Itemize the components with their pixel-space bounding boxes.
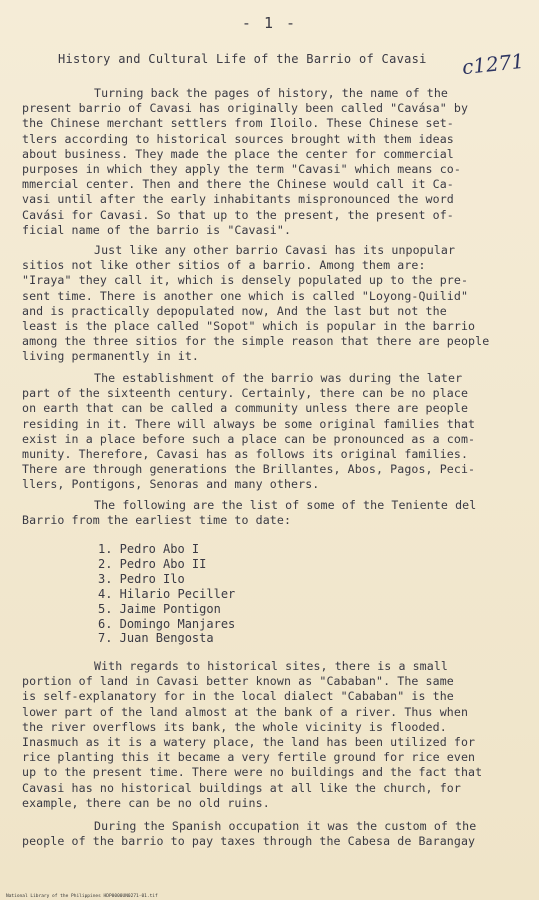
text-line: up to the present time. There were no buildings and the fact that [22,765,483,780]
list-item: 2. Pedro Abo II [98,556,207,571]
text-line: There are through generations the Brillantes, Abos, Pagos, Peci- [22,462,476,477]
document-title: History and Cultural Life of the Barrio of Cavasi [58,52,427,66]
text-line: During the Spanish occupation it was the custom of the [94,819,477,833]
paragraph-establishment [22,371,517,493]
text-line: Just like any other barrio Cavasi has its unpopular [94,243,456,257]
text-line: vasi until after the early inhabitants mispronounced the word [22,192,454,207]
text-line: llers, Pontigons, Senoras and many others. [22,477,320,492]
paragraph-name-origin [22,86,517,238]
text-line: Barrio from the earliest time to date: [22,513,292,528]
text-line: rice planting this it became a very fertile ground for rice even [22,750,476,765]
text-line: portion of land in Cavasi better known as "Cababan". The same [22,674,454,689]
text-line: living permanently in it. [22,349,200,364]
text-line: Cavási for Cavasi. So that up to the present, the present of- [22,207,454,222]
list-item: 5. Jaime Pontigon [98,601,221,616]
text-line: present barrio of Cavasi has originally been called "Cavása" by [22,101,469,116]
text-line: lower part of the land almost at the bank of a river. Thus when [22,704,469,719]
archive-footer: National Library of the Philippines HDP0000UN0271-01.tif [6,894,158,899]
text-line: people of the barrio to pay taxes through the Cabesa de Barangay [22,834,476,849]
paragraph-teniente-intro [22,498,517,528]
text-line: The following are the list of some of the Teniente del [94,498,477,512]
paragraph-sitios [22,243,517,365]
text-line: munity. Therefore, Cavasi has as follows its original families. [22,447,469,462]
text-line: sent time. There is another one which is called "Loyong-Quilid" [22,288,469,303]
text-line: residing in it. There will always be some original families that [22,416,476,431]
text-line: the river overflows its bank, the whole vicinity is flooded. [22,719,447,734]
text-line: least is the place called "Sopot" which is popular in the barrio [22,319,476,334]
text-line: The establishment of the barrio was during the later [94,371,463,385]
page-number: - 1 - [241,14,298,32]
list-item: 4. Hilario Peciller [98,586,236,601]
text-line: and is practically depopulated now, And the last but not the [22,303,447,318]
teniente-list [98,542,235,646]
text-line: With regards to historical sites, there is a small [94,659,449,673]
text-line: Turning back the pages of history, the name of the [94,86,449,100]
text-line: tlers according to historical sources brought with them ideas [22,131,454,146]
paragraph-historical-sites [22,659,517,811]
text-line: mmercial center. Then and there the Chinese would call it Ca- [22,177,454,192]
text-line: example, there can be no old ruins. [22,795,270,810]
text-line: part of the sixteenth century. Certainly, there can be no place [22,386,469,401]
text-line: is self-explanatory for in the local dialect "Cababan" is the [22,689,454,704]
text-line: about business. They made the place the center for commercial [22,146,454,161]
text-line: Cavasi has no historical buildings at all like the church, for [22,780,461,795]
list-item: 3. Pedro Ilo [98,571,185,586]
list-item: 6. Domingo Manjares [98,616,236,631]
handwritten-note: c1271 [460,48,526,80]
text-line: on earth that can be called a community unless there are people [22,401,469,416]
text-line: among the three sitios for the simple reason that there are people [22,334,490,349]
text-line: Inasmuch as it is a watery place, the land has been utilized for [22,735,476,750]
text-line: sitios not like other sitios of a barrio. Among them are: [22,258,426,273]
text-line: purposes in which they apply the term "Cavasi" which means co- [22,162,461,177]
text-line: ficial name of the barrio is "Cavasi". [22,222,292,237]
paragraph-spanish-occupation [22,819,517,849]
list-item: 7. Juan Bengosta [98,631,214,646]
text-line: the Chinese merchant settlers from Iloilo. These Chinese set- [22,116,454,131]
text-line: "Iraya" they call it, which is densely populated up to the pre- [22,273,469,288]
list-item: 1. Pedro Abo I [98,542,200,556]
text-line: exist in a place before such a place can be pronounced as a com- [22,431,476,446]
